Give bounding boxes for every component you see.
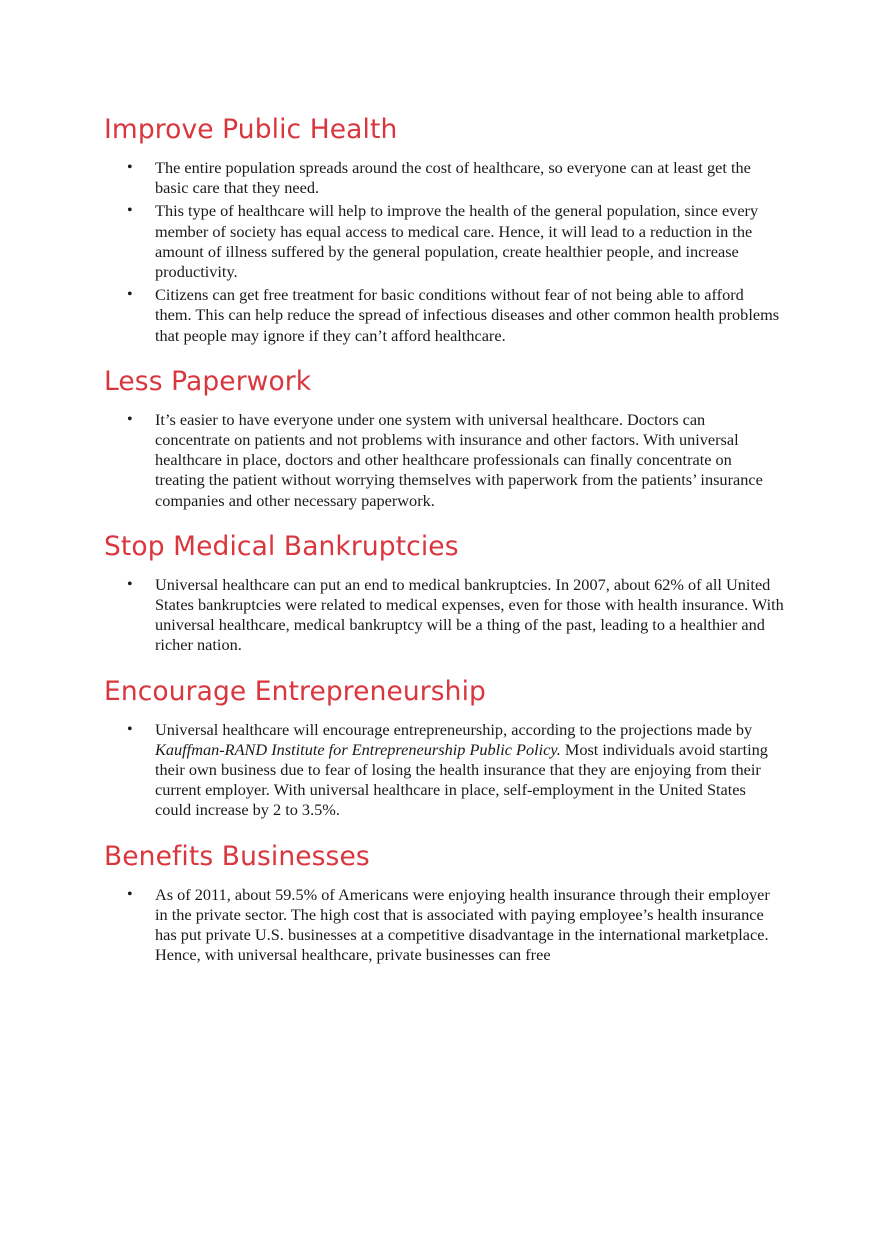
bullet-text (155, 720, 768, 820)
bullet-text: This type of healthcare will help to improve the health of the general population, since every member of society has equal access to medical care. Hence, it will lead to a reduction in the amount of illness suffered by the general population, create healthier people, and increase productivity. (155, 201, 759, 282)
bullet-list (104, 158, 784, 346)
bullet-icon: • (127, 286, 133, 304)
bullet-text: Universal healthcare can put an end to medical bankruptcies. In 2007, about 62% of all United States bankruptcies were related to medical expenses, even for those with health insurance. With universal healthcare, medical bankruptcy will be a thing of the past, leading to a healthier and richer nation. (155, 574, 784, 655)
bullet-icon: • (127, 885, 133, 903)
bullet-text: Citizens can get free treatment for basic conditions without fear of not being able to afford them. This can help reduce the spread of infectious diseases and other common health problems that people may ignore if they can’t afford healthcare. (155, 285, 780, 345)
section-stop-medical-bankruptcies (104, 529, 784, 656)
bullet-text: The entire population spreads around the cost of healthcare, so everyone can at least get the basic care that they need. (155, 158, 751, 198)
bullet-text-end: Most individuals avoid starting their own business due to fear of losing the health insurance that they are enjoying from their current employer. With universal healthcare in place, self-employment in the United States could increase by 2 to 3.5%. (155, 739, 768, 820)
institute-name: Kauffman-RAND Institute for Entrepreneurship Public Policy. (155, 739, 561, 759)
bullet-item (104, 885, 784, 966)
section-heading: Improve Public Health (104, 114, 398, 145)
section-benefits-businesses (104, 839, 784, 966)
bullet-item (104, 720, 784, 821)
bullet-list (104, 575, 784, 656)
section-encourage-entrepreneurship (104, 674, 784, 821)
bullet-icon: • (127, 410, 133, 428)
section-heading: Benefits Businesses (104, 840, 370, 872)
bullet-item (104, 285, 784, 346)
bullet-item (104, 158, 784, 198)
section-heading: Less Paperwork (104, 365, 312, 397)
bullet-icon: • (127, 575, 133, 593)
bullet-item (104, 201, 784, 282)
bullet-list (104, 720, 784, 821)
bullet-item (104, 410, 784, 511)
section-improve-public-health (104, 112, 784, 346)
section-heading: Stop Medical Bankruptcies (104, 530, 459, 562)
bullet-item (104, 575, 784, 656)
document-body (104, 112, 784, 983)
section-heading: Encourage Entrepreneurship (104, 675, 486, 707)
bullet-text: It’s easier to have everyone under one system with universal healthcare. Doctors can concentrate on patients and not problems with insurance and other factors. With universal healthcare in place, doctors and other healthcare professionals can finally concentrate on treating the patient without worrying themselves with paperwork from the patients’ insurance companies and other necessary paperwork. (155, 409, 763, 510)
bullet-list (104, 410, 784, 511)
bullet-icon: • (127, 159, 133, 176)
bullet-text: As of 2011, about 59.5% of Americans were enjoying health insurance through their employer in the private sector. The high cost that is associated with paying employee’s health insurance has put private U.S. businesses at a competitive disadvantage in the international marketplace. Hence, with universal healthcare, private businesses can free (155, 884, 770, 965)
bullet-icon: • (127, 720, 133, 738)
bullet-icon: • (127, 202, 133, 220)
bullet-text-start: Universal healthcare will encourage entrepreneurship, according to the projections made by (155, 719, 753, 739)
section-less-paperwork (104, 364, 784, 511)
bullet-list (104, 885, 784, 966)
